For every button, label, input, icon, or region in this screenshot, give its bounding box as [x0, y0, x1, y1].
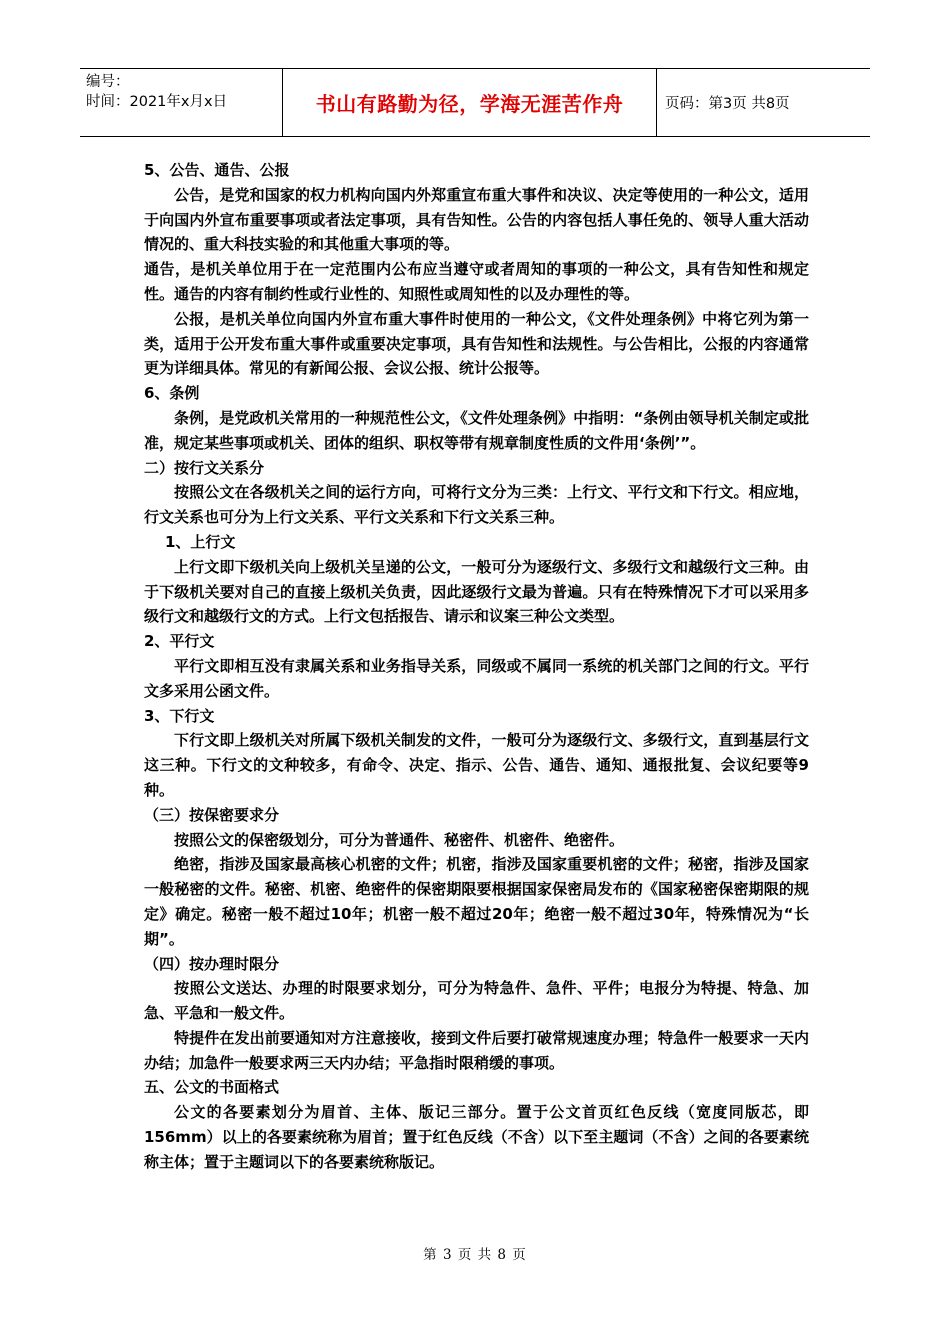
section-heading: 2、平行文: [144, 632, 215, 651]
header-table: [80, 68, 870, 137]
body-paragraph: 特提件在发出前要通知对方注意接收，接到文件后要打破常规速度办理；特急件一般要求一天内办结；加急件一般要求两三天内办结；平急指时限稍缓的事项。: [144, 1028, 809, 1072]
document-body: [144, 158, 809, 1175]
page-footer: 第 3 页 共 8 页: [423, 1247, 527, 1263]
document-number-label: 编号：: [86, 74, 130, 90]
section-heading: 6、条例: [144, 384, 200, 403]
section-heading: 5、公告、通告、公报: [144, 161, 290, 179]
body-paragraph: 按照公文送达、办理的时限要求划分，可分为特急件、急件、平件；电报分为特提、特急、加急、平急和一般文件。: [144, 979, 809, 1023]
section-heading: （四）按办理时限分: [144, 954, 280, 973]
document-time-label: 时间：2021年x月x日: [86, 94, 228, 110]
section-heading: 1、上行文: [165, 532, 236, 551]
section-heading: （三）按保密要求分: [144, 805, 280, 824]
body-paragraph: 下行文即上级机关对所属下级机关制发的文件，一般可分为逐级行文、多级行文，直到基层行文这三种。下行文的文种较多，有命令、决定、指示、公告、通告、通知、通报批复、会议纪要等9种。: [144, 731, 809, 799]
body-paragraph: 条例，是党政机关常用的一种规范性公文，《文件处理条例》中指明：“条例由领导机关制定或批准，规定某些事项或机关、团体的组织、职权等带有规章制度性质的文件用‘条例’”。: [144, 408, 809, 452]
body-paragraph: 公告，是党和国家的权力机构向国内外郑重宣布重大事件和决议、决定等使用的一种公文，适用于向国内外宣布重要事项或者法定事项，具有告知性。公告的内容包括人事任免的、领导人重大活动情况的、重大科技实验的和其他重大事项的等。: [144, 185, 809, 254]
body-paragraph: 公文的各要素划分为眉首、主体、版记三部分。置于公文首页红色反线（宽度同版芯，即156mm）以上的各要素统称为眉首；置于红色反线（不含）以下至主题词（不含）之间的各要素统称主体；置于主题词以下的各要素统称版记。: [144, 1103, 809, 1171]
body-paragraph: 绝密，指涉及国家最高核心机密的文件；机密，指涉及国家重要机密的文件；秘密，指涉及国家一般秘密的文件。秘密、机密、绝密件的保密期限要根据国家保密局发布的《国家秘密保密期限的规定》确定。秘密一般不超过10年；机密一般不超过20年；绝密一般不超过30年，特殊情况为“长期”。: [144, 855, 809, 948]
body-paragraph: 按照公文在各级机关之间的运行方向，可将行文分为三类：上行文、平行文和下行文。相应地，行文关系也可分为上行文关系、平行文关系和下行文关系三种。: [144, 483, 809, 527]
body-paragraph: 通告，是机关单位用于在一定范围内公布应当遵守或者周知的事项的一种公文，具有告知性和规定性。通告的内容有制约性或行业性的、知照性或周知性的以及办理性的等。: [144, 260, 809, 303]
body-paragraph: 上行文即下级机关向上级机关呈递的公文，一般可分为逐级行文、多级行文和越级行文三种。由于下级机关要对自己的直接上级机关负责，因此逐级行文最为普遍。只有在特殊情况下才可以采用多级行文和越级行文的方式。上行文包括报告、请示和议案三种公文类型。: [144, 557, 809, 626]
header-right-cell: [657, 69, 870, 136]
section-heading: 3、下行文: [144, 706, 215, 725]
header-motto: 书山有路勤为径，学海无涯苦作舟: [315, 92, 624, 116]
body-paragraph: 平行文即相互没有隶属关系和业务指导关系，同级或不属同一系统的机关部门之间的行文。平行文多采用公函文件。: [144, 656, 809, 700]
header-middle-cell: [283, 69, 657, 136]
body-paragraph: 按照公文的保密级划分，可分为普通件、秘密件、机密件、绝密件。: [174, 830, 625, 849]
body-paragraph: 公报，是机关单位向国内外宣布重大事件时使用的一种公文，《文件处理条例》中将它列为第一类，适用于公开发布重大事件或重要决定事项，具有告知性和法规性。与公告相比，公报的内容通常更为详细具体。常见的有新闻公报、会议公报、统计公报等。: [144, 309, 809, 378]
section-heading: 五、公文的书面格式: [144, 1078, 280, 1097]
section-heading: 二）按行文关系分: [144, 458, 265, 477]
header-left-cell: [80, 69, 283, 136]
page-number-label: 页码：第3页 共8页: [665, 96, 790, 112]
